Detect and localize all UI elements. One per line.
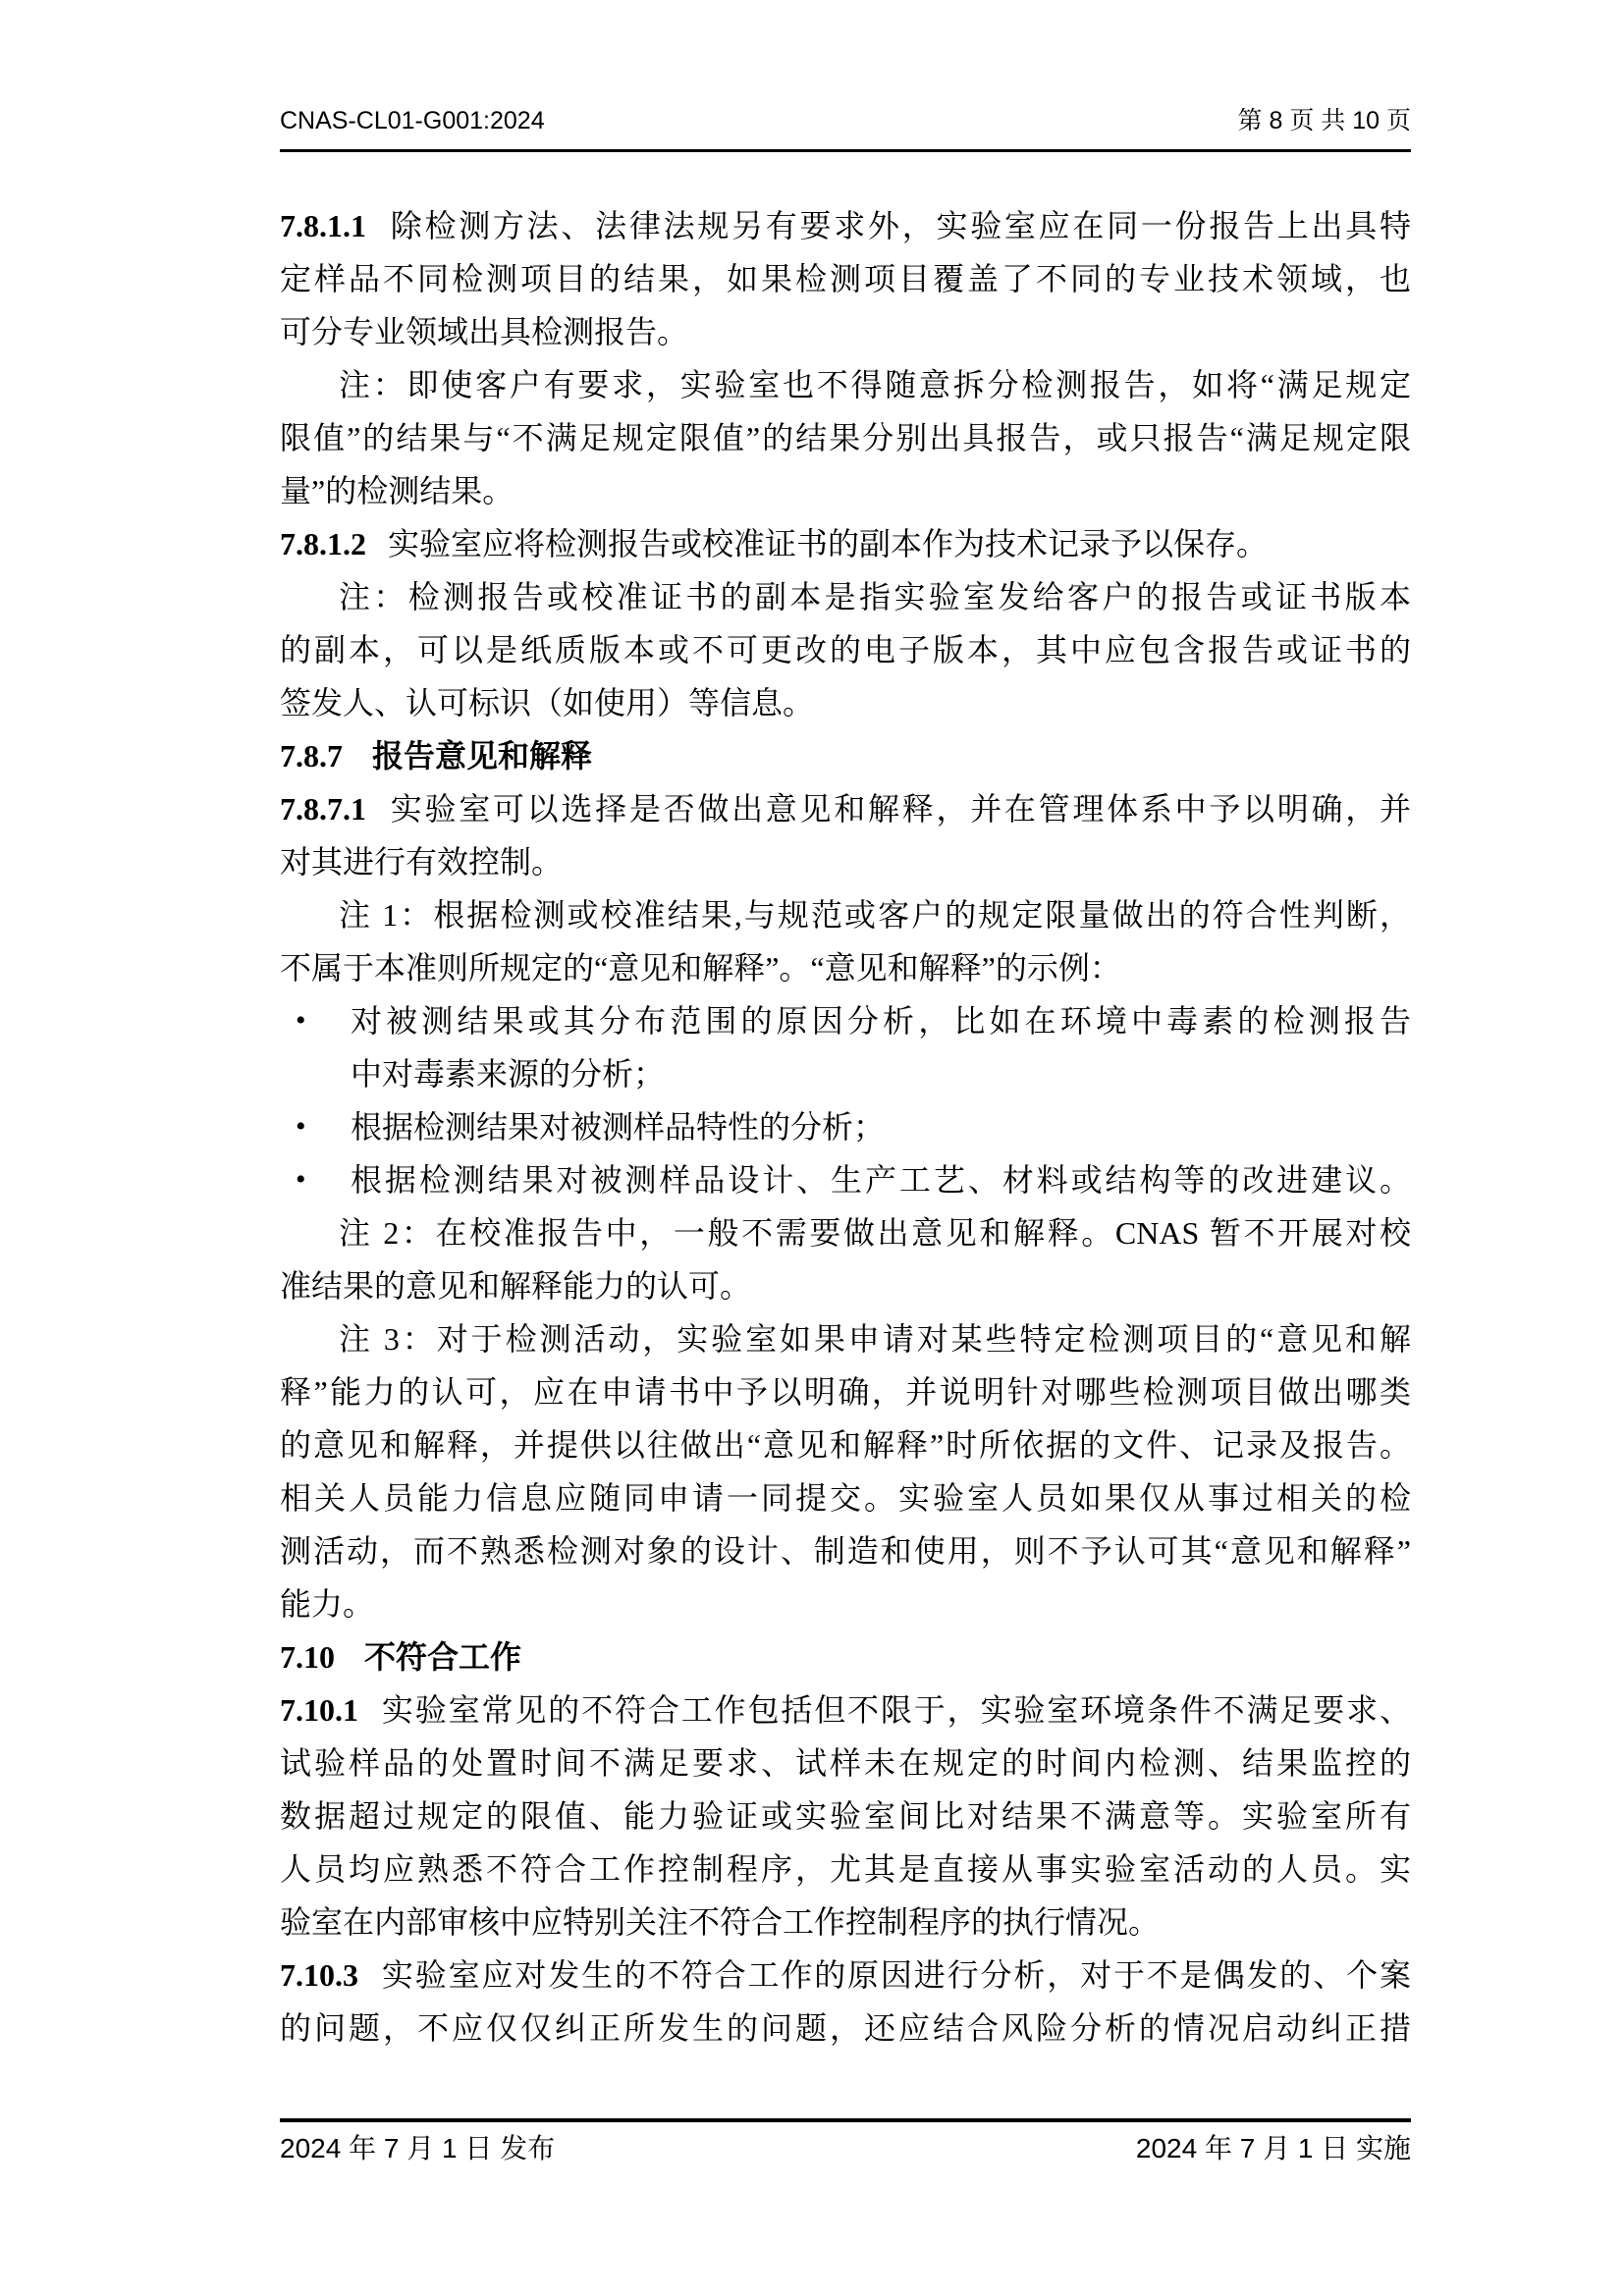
text-line	[280, 782, 1411, 835]
implement-date: 2024 年 7 月 1 日 实施	[1135, 2133, 1411, 2163]
text-line	[280, 1683, 1411, 1736]
text-line	[280, 1577, 1411, 1630]
text-line	[280, 1418, 1411, 1471]
text-line	[280, 1100, 1411, 1153]
line-text: 量”的检测结果。	[280, 473, 514, 508]
text-line	[280, 570, 1411, 623]
line-text: 实验室可以选择是否做出意见和解释，并在管理体系中予以明确，并	[390, 791, 1411, 827]
line-text: 定样品不同检测项目的结果，如果检测项目覆盖了不同的专业技术领域，也	[280, 261, 1411, 296]
text-line	[280, 994, 1411, 1047]
text-line	[280, 1630, 1411, 1683]
line-text: 注：即使客户有要求，实验室也不得随意拆分检测报告，如将“满足规定	[339, 367, 1411, 402]
text-line	[280, 517, 1411, 570]
line-text: 签发人、认可标识（如使用）等信息。	[280, 685, 815, 721]
text-line	[280, 1896, 1411, 1949]
line-text: 准结果的意见和解释能力的认可。	[280, 1268, 752, 1304]
text-line	[280, 464, 1411, 517]
line-text: 人员均应熟悉不符合工作控制程序，尤其是直接从事实验室活动的人员。实	[280, 1851, 1411, 1887]
page-footer	[280, 2118, 1411, 2165]
line-text: 的问题，不应仅仅纠正所发生的问题，还应结合风险分析的情况启动纠正措	[280, 2010, 1411, 2046]
text-line	[280, 358, 1411, 411]
line-text: 的意见和解释，并提供以往做出“意见和解释”时所依据的文件、记录及报告。	[280, 1427, 1411, 1463]
document-number: CNAS-CL01-G001:2024	[280, 107, 545, 134]
issue-date: 2024 年 7 月 1 日 发布	[280, 2133, 556, 2163]
text-line	[280, 1312, 1411, 1365]
text-line	[280, 1736, 1411, 1789]
line-text: 不属于本准则所规定的“意见和解释”。“意见和解释”的示例：	[280, 950, 1121, 986]
bullet-icon: •	[296, 1004, 306, 1037]
text-line	[280, 676, 1411, 729]
text-line	[280, 1365, 1411, 1418]
text-line	[280, 1259, 1411, 1312]
text-line	[280, 252, 1411, 305]
clause-number: 7.10	[280, 1639, 335, 1675]
line-text: 对其进行有效控制。	[280, 844, 564, 880]
text-line	[280, 305, 1411, 358]
text-line	[280, 199, 1411, 252]
text-line	[280, 729, 1411, 782]
text-line	[280, 1842, 1411, 1896]
line-text: 注 2：在校准报告中，一般不需要做出意见和解释。CNAS 暂不开展对校	[339, 1215, 1411, 1251]
page-number-info: 第 8 页 共 10 页	[1237, 107, 1411, 134]
line-text: 根据检测结果对被测样品特性的分析；	[351, 1109, 886, 1145]
line-text: 注 1：根据检测或校准结果,与规范或客户的规定限量做出的符合性判断，	[339, 897, 1411, 933]
page-header	[280, 106, 1411, 152]
text-line	[280, 1153, 1411, 1206]
line-text: 不符合工作	[364, 1639, 522, 1675]
text-line	[280, 941, 1411, 994]
text-line	[280, 411, 1411, 464]
line-text: 实验室常见的不符合工作包括但不限于，实验室环境条件不满足要求、	[381, 1692, 1411, 1728]
clause-number: 7.10.1	[280, 1692, 358, 1728]
text-line	[280, 835, 1411, 888]
clause-number: 7.8.1.2	[280, 526, 366, 561]
line-text: 注：检测报告或校准证书的副本是指实验室发给客户的报告或证书版本	[339, 579, 1411, 614]
line-text: 可分专业领域出具检测报告。	[280, 314, 689, 349]
document-body	[280, 199, 1411, 2055]
text-line	[280, 1789, 1411, 1842]
clause-number: 7.8.1.1	[280, 208, 366, 243]
line-text: 的副本，可以是纸质版本或不可更改的电子版本，其中应包含报告或证书的	[280, 632, 1411, 667]
line-text: 对被测结果或其分布范围的原因分析，比如在环境中毒素的检测报告	[351, 1003, 1411, 1039]
text-line	[280, 1524, 1411, 1577]
line-text: 试验样品的处置时间不满足要求、试样未在规定的时间内检测、结果监控的	[280, 1745, 1411, 1781]
text-line	[280, 888, 1411, 941]
line-text: 验室在内部审核中应特别关注不符合工作控制程序的执行情况。	[280, 1904, 1161, 1940]
line-text: 数据超过规定的限值、能力验证或实验室间比对结果不满意等。实验室所有	[280, 1798, 1411, 1834]
line-text: 相关人员能力信息应随同申请一同提交。实验室人员如果仅从事过相关的检	[280, 1480, 1411, 1516]
line-text: 释”能力的认可，应在申请书中予以明确，并说明针对哪些检测项目做出哪类	[280, 1374, 1411, 1410]
clause-number: 7.8.7	[280, 738, 343, 774]
text-line	[280, 1471, 1411, 1524]
line-text: 报告意见和解释	[372, 738, 593, 774]
line-text: 除检测方法、法律法规另有要求外，实验室应在同一份报告上出具特	[390, 208, 1411, 243]
bullet-icon: •	[296, 1163, 306, 1196]
bullet-icon: •	[296, 1110, 306, 1143]
text-line	[280, 1949, 1411, 2002]
line-text: 测活动，而不熟悉检测对象的设计、制造和使用，则不予认可其“意见和解释”	[280, 1533, 1411, 1569]
line-text: 中对毒素来源的分析；	[351, 1056, 666, 1092]
line-text: 限值”的结果与“不满足规定限值”的结果分别出具报告，或只报告“满足规定限	[280, 420, 1411, 455]
line-text: 根据检测结果对被测样品设计、生产工艺、材料或结构等的改进建议。	[351, 1162, 1411, 1198]
text-line	[280, 623, 1411, 676]
line-text: 实验室应将检测报告或校准证书的副本作为技术记录予以保存。	[388, 526, 1269, 561]
text-line	[280, 1047, 1411, 1100]
line-text: 实验室应对发生的不符合工作的原因进行分析，对于不是偶发的、个案	[381, 1957, 1411, 1993]
line-text: 能力。	[280, 1586, 375, 1622]
text-line	[280, 1206, 1411, 1259]
line-text: 注 3：对于检测活动，实验室如果申请对某些特定检测项目的“意见和解	[339, 1321, 1411, 1357]
text-line	[280, 2002, 1411, 2055]
clause-number: 7.8.7.1	[280, 791, 366, 827]
clause-number: 7.10.3	[280, 1957, 358, 1993]
